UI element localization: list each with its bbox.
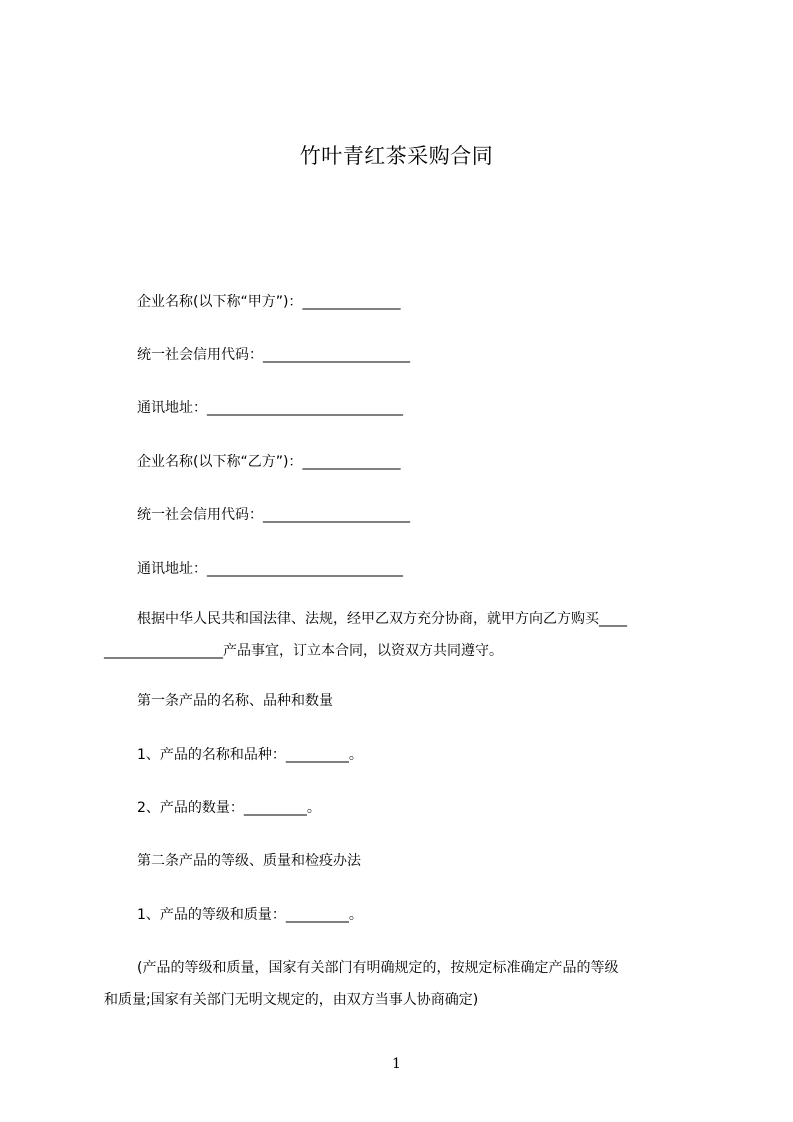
party-b-name-line xyxy=(137,452,400,472)
intro-line-2: _________________产品事宜，订立本合同，以资双方共同遵守。 xyxy=(104,643,503,659)
party-b-address-line xyxy=(137,559,403,579)
party-a-code-blank: _____________________ xyxy=(263,347,410,363)
party-b-address-blank: ____________________________ xyxy=(207,561,403,577)
article-2-item-1: 1、产品的等级和质量：_________。 xyxy=(137,907,363,923)
party-a-name-line xyxy=(137,292,400,312)
party-b-code-blank: _____________________ xyxy=(263,507,410,523)
party-a-address-line xyxy=(137,398,403,418)
article-2-heading: 第二条产品的等级、质量和检疫办法 xyxy=(137,853,361,869)
party-a-code-label: 统一社会信用代码： xyxy=(137,347,263,363)
party-b-address-label: 通讯地址： xyxy=(137,561,207,577)
contract-title: 竹叶青红茶采购合同 xyxy=(299,144,494,168)
party-a-code-line xyxy=(137,345,410,365)
article-1-item-1: 1、产品的名称和品种：_________。 xyxy=(137,747,363,763)
party-a-address-label: 通讯地址： xyxy=(137,400,207,416)
page-number: 1 xyxy=(392,1056,401,1072)
article-2-note-line-1: (产品的等级和质量，国家有关部门有明确规定的，按规定标准确定产品的等级 xyxy=(137,960,619,976)
intro-paragraph xyxy=(104,603,704,667)
party-b-name-label: 企业名称(以下称“乙方”)： xyxy=(137,454,303,470)
party-b-code-line xyxy=(137,505,410,525)
article-1-item-2: 2、产品的数量：_________。 xyxy=(137,800,321,816)
party-a-name-blank: ______________ xyxy=(302,294,401,310)
intro-line-1: 根据中华人民共和国法律、法规，经甲乙双方充分协商，就甲方向乙方购买____ xyxy=(137,611,627,627)
article-1-heading: 第一条产品的名称、品种和数量 xyxy=(137,693,333,709)
article-2-note-line-2: 和质量;国家有关部门无明文规定的，由双方当事人协商确定) xyxy=(104,992,479,1008)
party-b-code-label: 统一社会信用代码： xyxy=(137,507,263,523)
party-a-name-label: 企业名称(以下称“甲方”)： xyxy=(137,294,303,310)
party-b-name-blank: ______________ xyxy=(302,454,401,470)
article-2-note xyxy=(104,952,704,1016)
party-a-address-blank: ____________________________ xyxy=(207,400,403,416)
